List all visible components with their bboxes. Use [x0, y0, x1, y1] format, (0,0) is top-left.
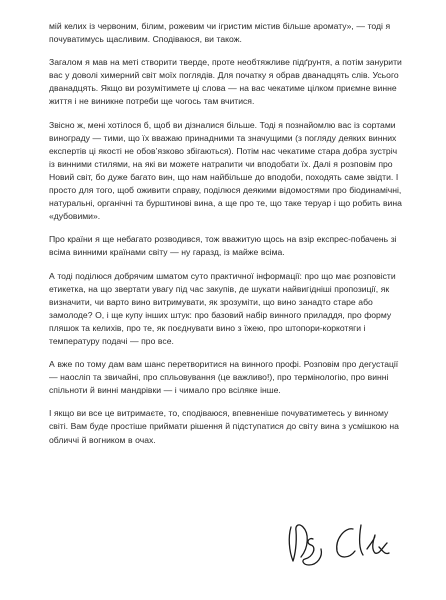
document-page [49, 20, 405, 457]
paragraph-7: І якщо ви все це витримаєте, то, сподіваюся, впевненіше почуватиметесь у винному світі. Вам буде простіше приймати рішення й підступатися до світу вина з усмішкою на обличчі й вогником в очах. [49, 408, 399, 445]
paragraph-2: Загалом я мав на меті створити тверде, проте необтяжливе підґрунтя, а потім занурити вас у доволі химерний світ моїх поглядів. Для початку я обрав дванадцять слів. Усього дванадцять. Якщо ви розумітимете ці слова — на вас чекатиме цілком приємне винне життя і не виникне потреби ще чогось там вчитися. [49, 57, 402, 107]
paragraph-6: А вже по тому дам вам шанс перетворитися на винного профі. Розповім про дегустації — наосліп та звичайні, про спльовування (це важливо!), про термінологію, про винні спільноти й винні мандрівки — і чимало про всіляке інше. [49, 359, 399, 396]
paragraph-4: Про країни я ще небагато розводився, тож вважитую щось на взір експрес-побачень зі всіма винними країнами світу — ну гаразд, із майже всіма. [49, 234, 397, 258]
author-signature [283, 521, 391, 567]
paragraph-5: А тоді поділюся добрячим шматом суто практичної інформації: про що має розповісти етикетка, на що звертати увагу під час закупів, де шукати найвигідніші пропозиції, як визначити, чи варто вино витримувати, як зрозуміти, що вино занадто старе або замолоде? О, і ще купу інших штук: про базовий набір винного приладдя, про форму пляшок та келихів, про те, як поєднувати вино з їжею, про штопори-коркотяги і температуру подачі — про все. [49, 270, 396, 346]
paragraph-1: мій келих із червоним, білим, рожевим чи ігристим містив більше аромату», — тоді я почуватимусь щасливим. Сподіваюся, ви також. [49, 21, 391, 45]
paragraph-3: Звісно ж, мені хотілося б, щоб ви дізналися більше. Тоді я познайомлю вас із сортами винограду — тими, що їх вважаю принадними та значущими (з погляду деяких винних експертів ці якості не обов’язково збігаються). Потім нас чекатиме стара добра зустріч із винними стилями, на які ви можете натрапити чи вподобати їх. Далі я розповім про Новий світ, бо дуже багато вин, що нам найбільше до вподоби, походять саме звідти. І просто для того, щоб оживити справу, поділюся деякими відомостями про біодинамічні, натуральні, органічні та бурштинові вина, а ще про те, що таке теруар і що робить вина «дубовими». [49, 119, 402, 222]
